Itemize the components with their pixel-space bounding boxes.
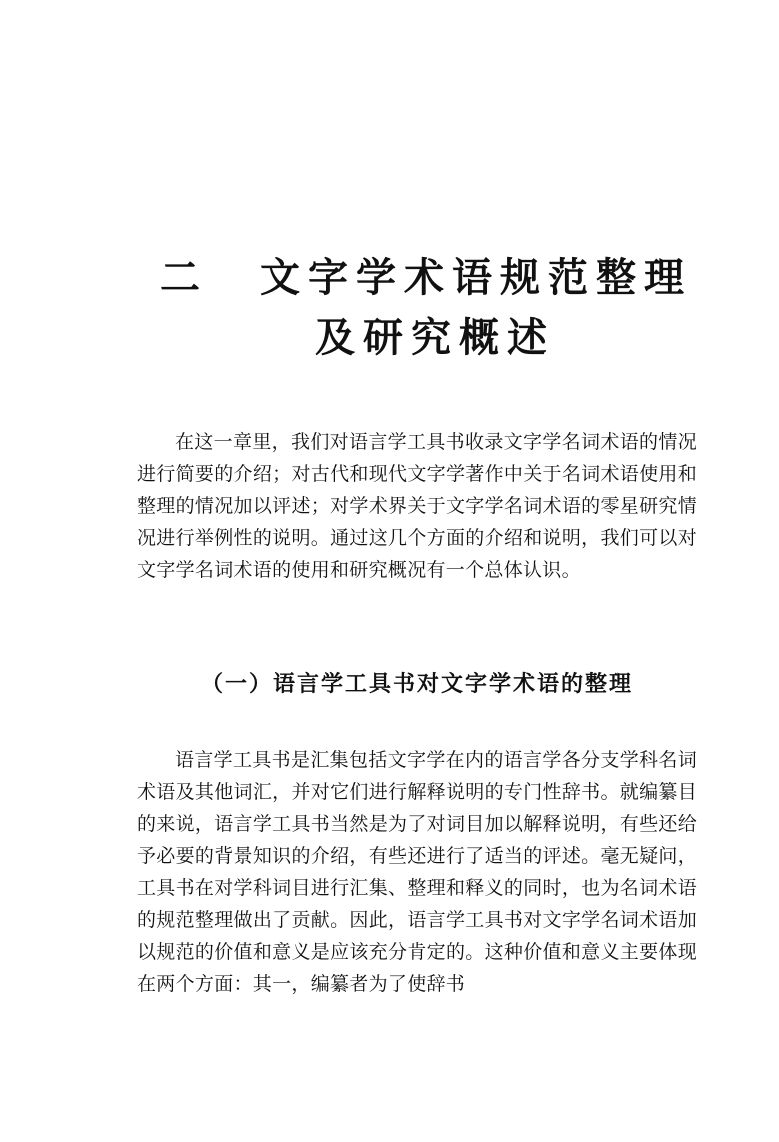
chapter-title-line-2: 及研究概述 — [315, 314, 555, 361]
section-heading: （一）语言学工具书对文字学术语的整理 — [200, 671, 633, 697]
chapter-title-line-1 — [160, 248, 700, 308]
section-paragraph: 语言学工具书是汇集包括文字学在内的语言学各分支学科名词术语及其他词汇，并对它们进行解释说明的专门性辞书。就编纂目的来说，语言学工具书当然是为了对词目加以解释说明，有些还给予必要的背景知识的介绍，有些还进行了适当的评述。毫无疑问，工具书在对学科词目进行汇集、整理和释义的同时，也为名词术语的规范整理做出了贡献。因此，语言学工具书对文字学名词术语加以规范的价值和意义是应该充分肯定的。这种价值和意义主要体现在两个方面：其一，编纂者为了使辞书 — [137, 749, 697, 995]
chapter-number: 二 — [160, 254, 208, 301]
chapter-title — [160, 248, 700, 368]
intro-paragraph: 在这一章里，我们对语言学工具书收录文字学名词术语的情况进行简要的介绍；对古代和现代文字学著作中关于名词术语使用和整理的情况加以评述；对学术界关于文字学名词术语的零星研究情况进行举例性的说明。通过这几个方面的介绍和说明，我们可以对文字学名词术语的使用和研究概况有一个总体认识。 — [137, 431, 697, 581]
chapter-title-text-1: 文字学术语规范整理 — [260, 254, 692, 301]
